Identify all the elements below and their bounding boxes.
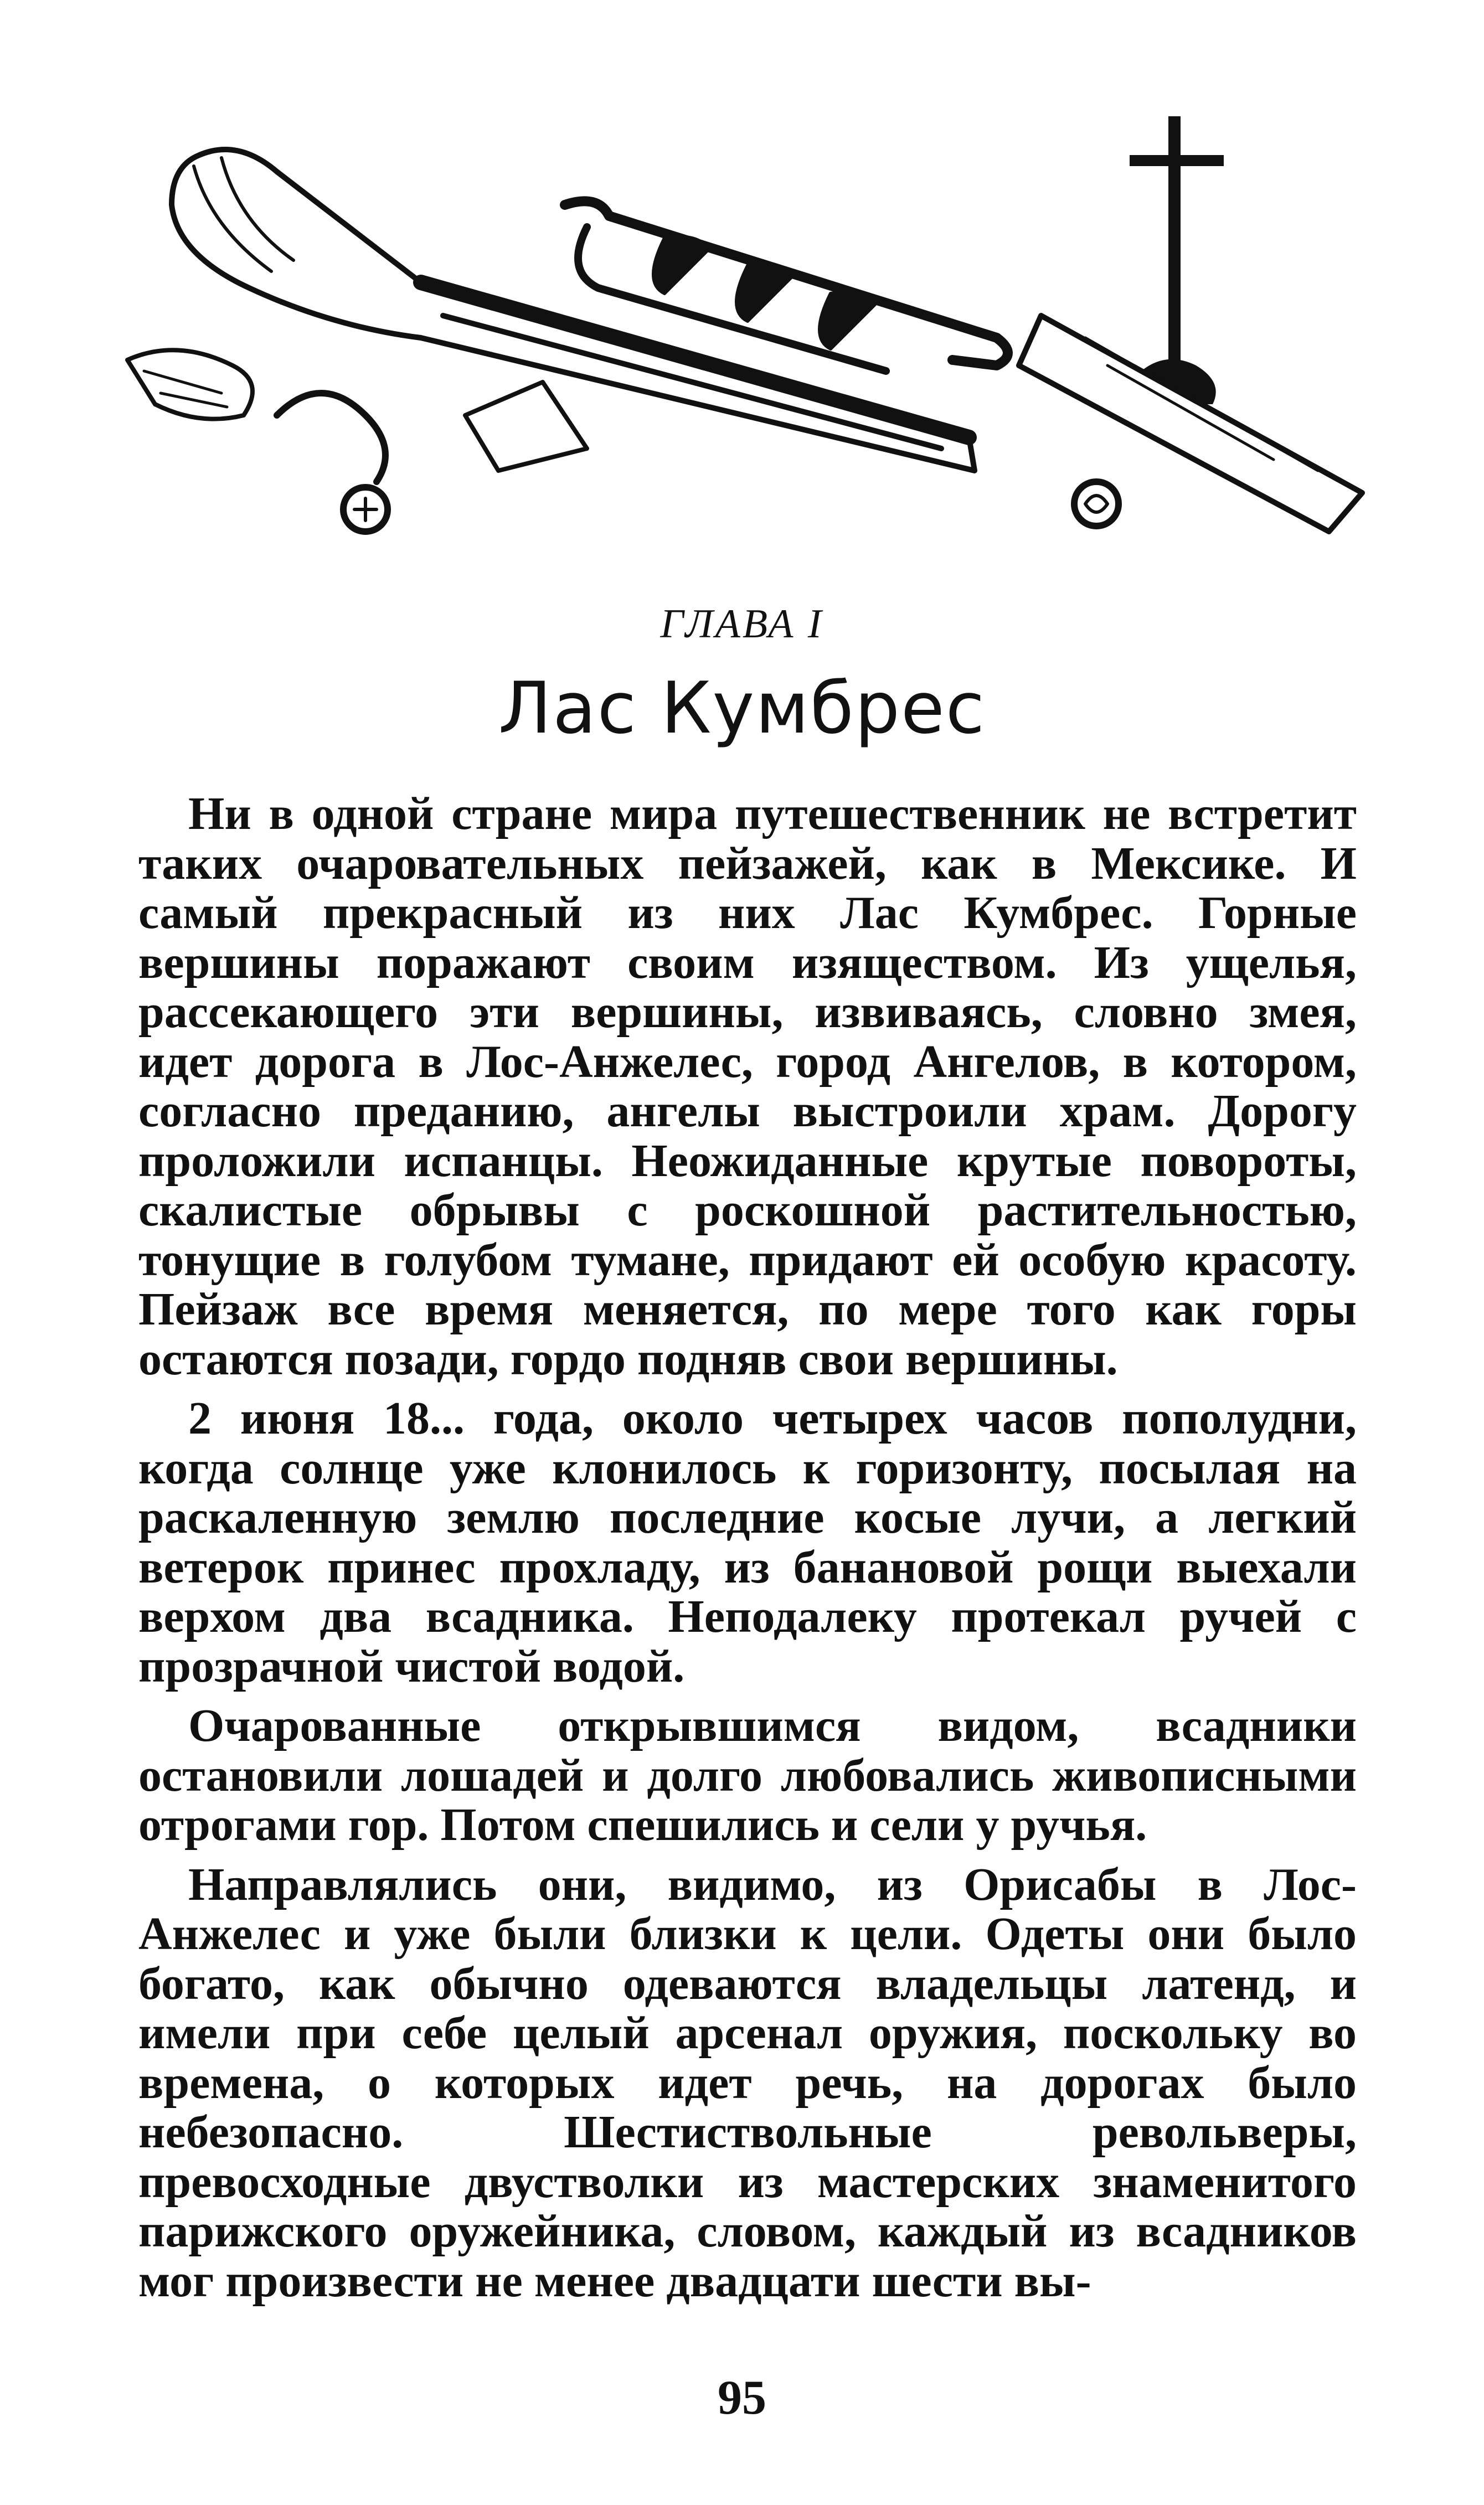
chapter-title: Лас Кумбрес (498, 667, 986, 750)
paragraph-2: 2 июня 18... года, около четырех часов пополудни, когда солнце уже клонилось к горизонту, посылая на раскаленную землю последние косые лучи, а легкий ветерок принес прохладу, из банановой рощи выехали верхом два всадника. Неподалеку протекал ручей с прозрачной чистой водой. (138, 1393, 1357, 1692)
trumpet-and-cross-illustration (111, 105, 1373, 565)
page-number: 95 (718, 2371, 766, 2425)
paragraph-1: Ни в одной стране мира путешественник не встретит таких очаровательных пейзажей, как в Мексике. И самый прекрасный из них Лас Кумбрес. Горные вершины поражают своим изяществом. Из ущелья, рассекающего эти вершины, извиваясь, словно змея, идет дорога в Лос-Анжелес, город Ангелов, в котором, согласно преданию, ангелы выстроили храм. Дорогу проложили испанцы. Неожиданные крутые повороты, скалистые обрывы с роскошной растительностью, тонущие в голубом тумане, придают ей особую красоту. Пейзаж все время меняется, по мере того как горы остаются позади, гордо подняв свои вершины. (138, 788, 1357, 1385)
paragraph-4: Направлялись они, видимо, из Орисабы в Лос-Анжелес и уже были близки к цели. Одеты они было богато, как обычно одеваются владельцы латенд, и имели при себе целый арсенал оружия, поскольку во времена, о которых идет речь, на дорогах было небезопасно. Шестиствольные револьверы, превосходные двустволки из мастерских знаменитого парижского оружейника, словом, каждый из всадников мог произвести не менее двадцати шести вы- (138, 1858, 1357, 2307)
cross-icon (1130, 116, 1224, 404)
paragraph-3: Очарованные открывшимся видом, всадники остановили лошадей и долго любовались живописными отрогами гор. Потом спешились и сели у ручья. (138, 1700, 1357, 1851)
chapter-text (138, 789, 1357, 2316)
chapter-label: ГЛАВА I (660, 601, 824, 647)
